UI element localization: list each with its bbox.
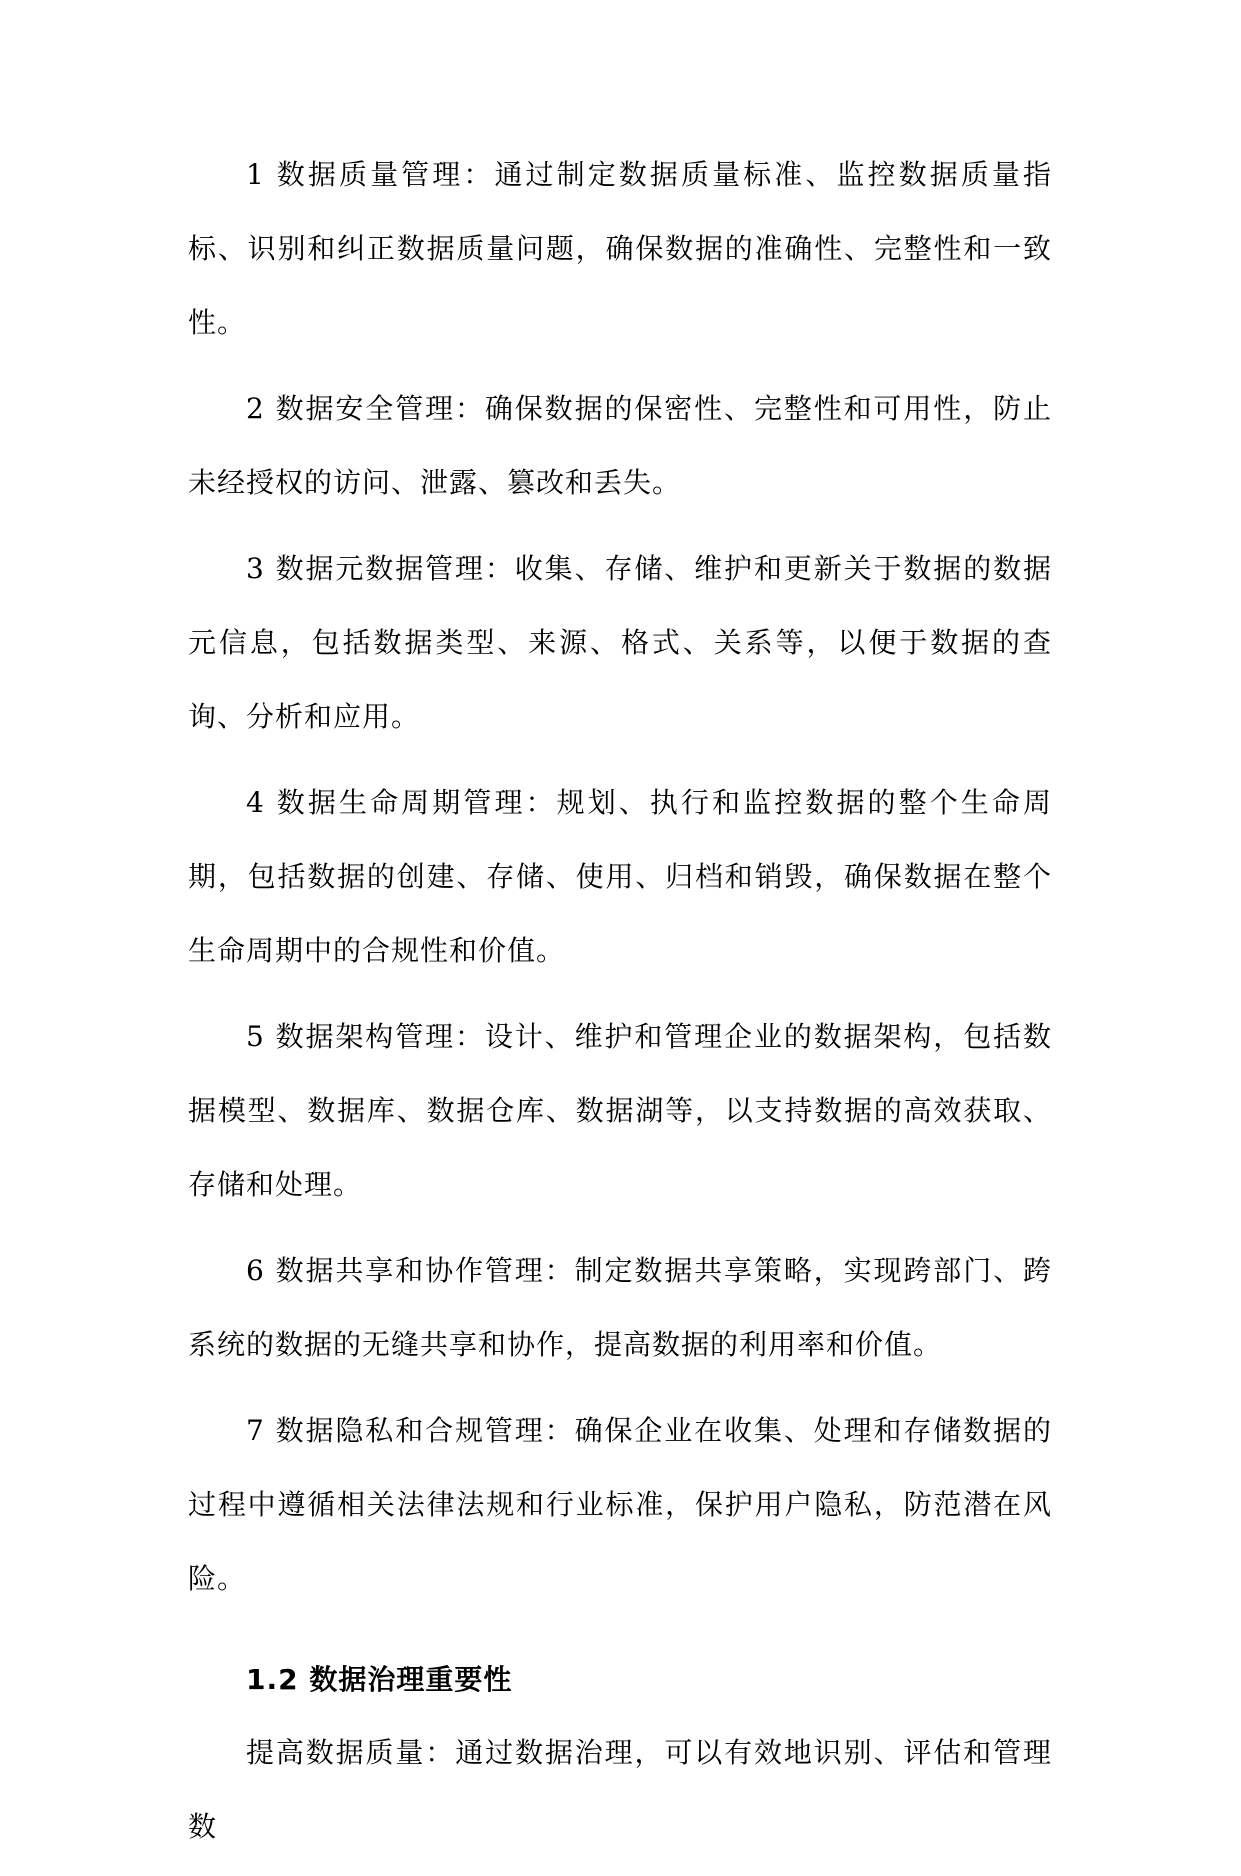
paragraph-data-security-management: 2 数据安全管理：确保数据的保密性、完整性和可用性，防止未经授权的访问、泄露、篡改和丢失。	[188, 392, 1052, 499]
paragraph-data-sharing-management: 6 数据共享和协作管理：制定数据共享策略，实现跨部门、跨系统的数据的无缝共享和协作，提高数据的利用率和价值。	[188, 1254, 1052, 1361]
paragraph-data-quality-management: 1 数据质量管理：通过制定数据质量标准、监控数据质量指标、识别和纠正数据质量问题，确保数据的准确性、完整性和一致性。	[188, 158, 1052, 339]
paragraph-metadata-management: 3 数据元数据管理：收集、存储、维护和更新关于数据的数据元信息，包括数据类型、来源、格式、关系等，以便于数据的查询、分析和应用。	[188, 552, 1052, 733]
paragraph-data-architecture-management: 5 数据架构管理：设计、维护和管理企业的数据架构，包括数据模型、数据库、数据仓库、数据湖等，以支持数据的高效获取、存储和处理。	[188, 1020, 1052, 1201]
paragraph-data-lifecycle-management: 4 数据生命周期管理：规划、执行和监控数据的整个生命周期，包括数据的创建、存储、使用、归档和销毁，确保数据在整个生命周期中的合规性和价值。	[188, 786, 1052, 967]
section-heading: 1.2 数据治理重要性	[246, 1663, 513, 1696]
paragraph-improve-data-quality: 提高数据质量：通过数据治理，可以有效地识别、评估和管理数	[188, 1736, 1052, 1843]
document-body	[188, 138, 1052, 1876]
paragraph-data-privacy-compliance: 7 数据隐私和合规管理：确保企业在收集、处理和存储数据的过程中遵循相关法律法规和行业标准，保护用户隐私，防范潜在风险。	[188, 1414, 1052, 1595]
